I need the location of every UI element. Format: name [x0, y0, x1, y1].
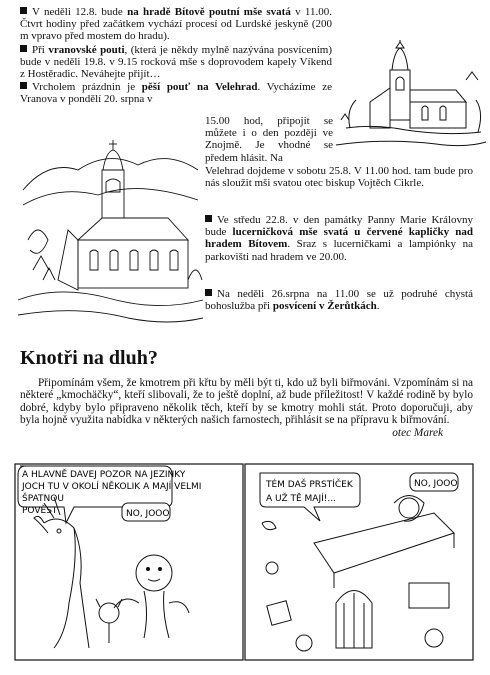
- article-signature: otec Marek: [392, 426, 443, 439]
- event-velehrad-cont: 15.00 hod, připojit se můžete i o den později ve Znojmě. Je vhodné se předem hlásit. Na: [205, 115, 333, 164]
- speech-bubble-right-1: [260, 473, 360, 521]
- bullet-icon: [20, 82, 27, 89]
- deer-drawing: [34, 497, 89, 648]
- bubble4-line1: NO, JOOO: [414, 479, 458, 489]
- bullet-icon: [20, 45, 27, 52]
- box-drawing: [267, 583, 449, 625]
- bubble1-line1: A HLAVNĚ DAVEJ POZOR NA JEZINKY: [22, 470, 186, 480]
- bubble3-line2: A UŽ TĚ MAJÍ!...: [266, 494, 336, 504]
- bubble3-line1: TÉM DAŠ PRSTÍČEK: [266, 480, 353, 490]
- bullet-icon: [20, 7, 27, 14]
- event-item-zerutky: Na neděli 26.srpna na 11.00 se už podruhé chystá bohoslužba při posvícení v Žerůtkách.: [205, 288, 473, 313]
- bubble1-line3: ŠPATNOU: [22, 494, 64, 504]
- bubble1-line2: JOCH TU V OKOLÍ NĚKOLIK A MAJÍ VELMI: [22, 482, 202, 492]
- speech-bubble-right-2: [410, 473, 458, 491]
- event-item-vranov: Při vranovské pouti, (která je někdy mylně nazývána posvícením) bude v neděli 19.8. v 9.15 rocková mše s doprovodem kapely Víkend z Hostěradic. Neváhejte přijít…: [20, 43, 332, 81]
- event-item-velehrad: Vrcholem prázdnin je pěší pouť na Velehrad. Vycházíme ze Vranova v pondělí 20. srpna v: [20, 81, 332, 106]
- event-velehrad-end: Velehrad dojdeme v sobotu 25.8. V 11.00 hod. tam bude pro nás sloužit mši svatou otec biskup Vojtěch Cikrle.: [205, 165, 473, 190]
- child-drawing: [114, 555, 189, 638]
- bubble2-line1: NO, JOOO: [126, 509, 170, 519]
- event-item-bitov: V neděli 12.8. bude na hradě Bítově poutní mše svatá v 11.00. Čtvrt hodiny před začátkem vychází procesí od Lurdské jeskyně (200 m vpravo před mostem do hradu).: [20, 6, 332, 43]
- doodle-creatures: [262, 521, 443, 651]
- baroque-church-illustration: [18, 130, 203, 330]
- small-creature-drawing: [96, 599, 122, 643]
- speech-bubble-small: [122, 503, 170, 521]
- speech-bubble-left: [18, 466, 201, 523]
- comic-strip: [14, 463, 474, 661]
- article-body: Připomínám všem, že kmotrem při křtu by měli být ti, kdo už byli biřmováni. Vzpomínám si na některé „kmochäčky“, kteří slibovali, že to ještě doplní, až bude příležitost! V každé rodině by bylo dobré, kdyby bylo připraveno několik těch, kteří by se kmotry mohli stát. Proto doporučuji, aby byla hojně využita nabídka v některých našich farnostech, přihlásit se na přípravu k biřmování. otec Marek: [20, 377, 473, 439]
- article-title: Knotři na dluh?: [20, 347, 158, 369]
- bubble1-line4: POVĚST: [22, 506, 58, 516]
- birdcage-drawing: [336, 591, 372, 649]
- event-item-lucernicky: Ve středu 22.8. v den památky Panny Marie Královny bude lucerničková mše svatá u červené kapličky nad hradem Bítovem. Sraz s lucerničkami a lampiónky na parkovišti nad hradem ve 20.00.: [205, 214, 473, 263]
- church-illustration: [336, 40, 486, 160]
- bed-drawing: [314, 496, 454, 589]
- bullet-icon: [205, 215, 212, 222]
- event-list: [20, 6, 332, 106]
- bullet-icon: [205, 289, 212, 296]
